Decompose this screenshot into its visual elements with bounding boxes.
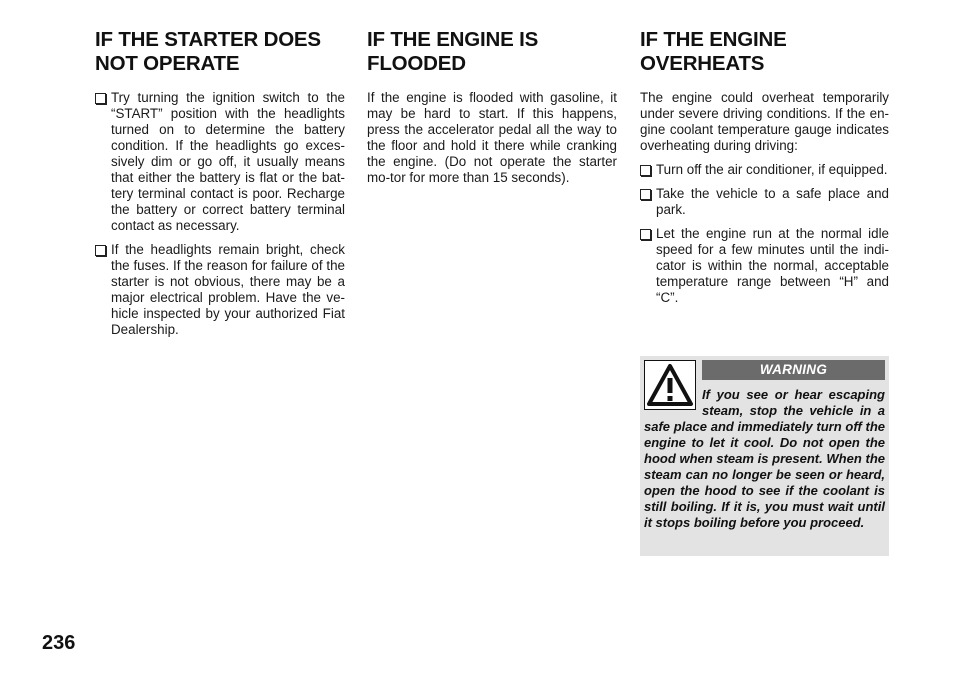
checkbox-bullet-icon [95, 93, 106, 104]
list-item-text: If the headlights remain bright, check the fuses. If the reason for failure of the starter is not obvious, there may be a major electrical problem. Have the ve-hicle inspected by your authorized Fiat Dealership. [111, 242, 345, 337]
starter-heading: IF THE STARTER DOES NOT OPERATE [95, 28, 321, 75]
overheats-intro: The engine could overheat temporarily under severe driving conditions. If the en-gine coolant temperature gauge indicates overheating during driving: [640, 90, 889, 153]
starter-section [95, 28, 345, 346]
warning-box [640, 356, 889, 556]
checkbox-bullet-icon [640, 165, 651, 176]
list-item [95, 242, 345, 338]
flooded-heading: IF THE ENGINE IS FLOODED [367, 28, 539, 75]
checkbox-bullet-icon [95, 245, 106, 256]
warning-text: If you see or hear escaping steam, stop the vehicle in a safe place and immediately turn off the engine to let it cool. Do not open the hood when steam is present. When the steam can no longer be seen or heard, open the hood to see if the coolant is still boiling. If it is, you must wait until it stops boiling before you proceed. [644, 387, 885, 530]
list-item [640, 226, 889, 306]
list-item-text: Take the vehicle to a safe place and park. [656, 186, 889, 217]
overheats-section [640, 28, 889, 314]
overheats-heading: IF THE ENGINE OVERHEATS [640, 28, 787, 75]
flooded-body: If the engine is flooded with gasoline, it may be hard to start. If this happens, press the accelerator pedal all the way to the floor and hold it there while cranking the engine. (Do not operate the starter mo-tor for more than 15 seconds). [367, 90, 617, 185]
flooded-section [367, 28, 617, 194]
list-item [640, 162, 889, 178]
checkbox-bullet-icon [640, 229, 651, 240]
starter-list [95, 90, 345, 338]
warning-label: WARNING [702, 360, 885, 380]
page-number: 236 [42, 632, 76, 654]
warning-triangle-icon [644, 360, 696, 410]
list-item-text: Let the engine run at the normal idle speed for a few minutes until the indi-cator is within the normal, acceptable temperature range between “H” and “C”. [656, 226, 889, 305]
checkbox-bullet-icon [640, 189, 651, 200]
overheats-list [640, 162, 889, 306]
list-item [640, 186, 889, 218]
list-item-text: Turn off the air conditioner, if equipped. [656, 162, 888, 177]
list-item [95, 90, 345, 234]
list-item-text: Try turning the ignition switch to the “START” position with the headlights turned on to determine the battery condition. If the headlights go exces-sively dim or go off, it usually means that either the battery is flat or the bat-tery terminal contact is poor. Recharge the battery or correct battery terminal contact as necessary. [111, 90, 345, 233]
